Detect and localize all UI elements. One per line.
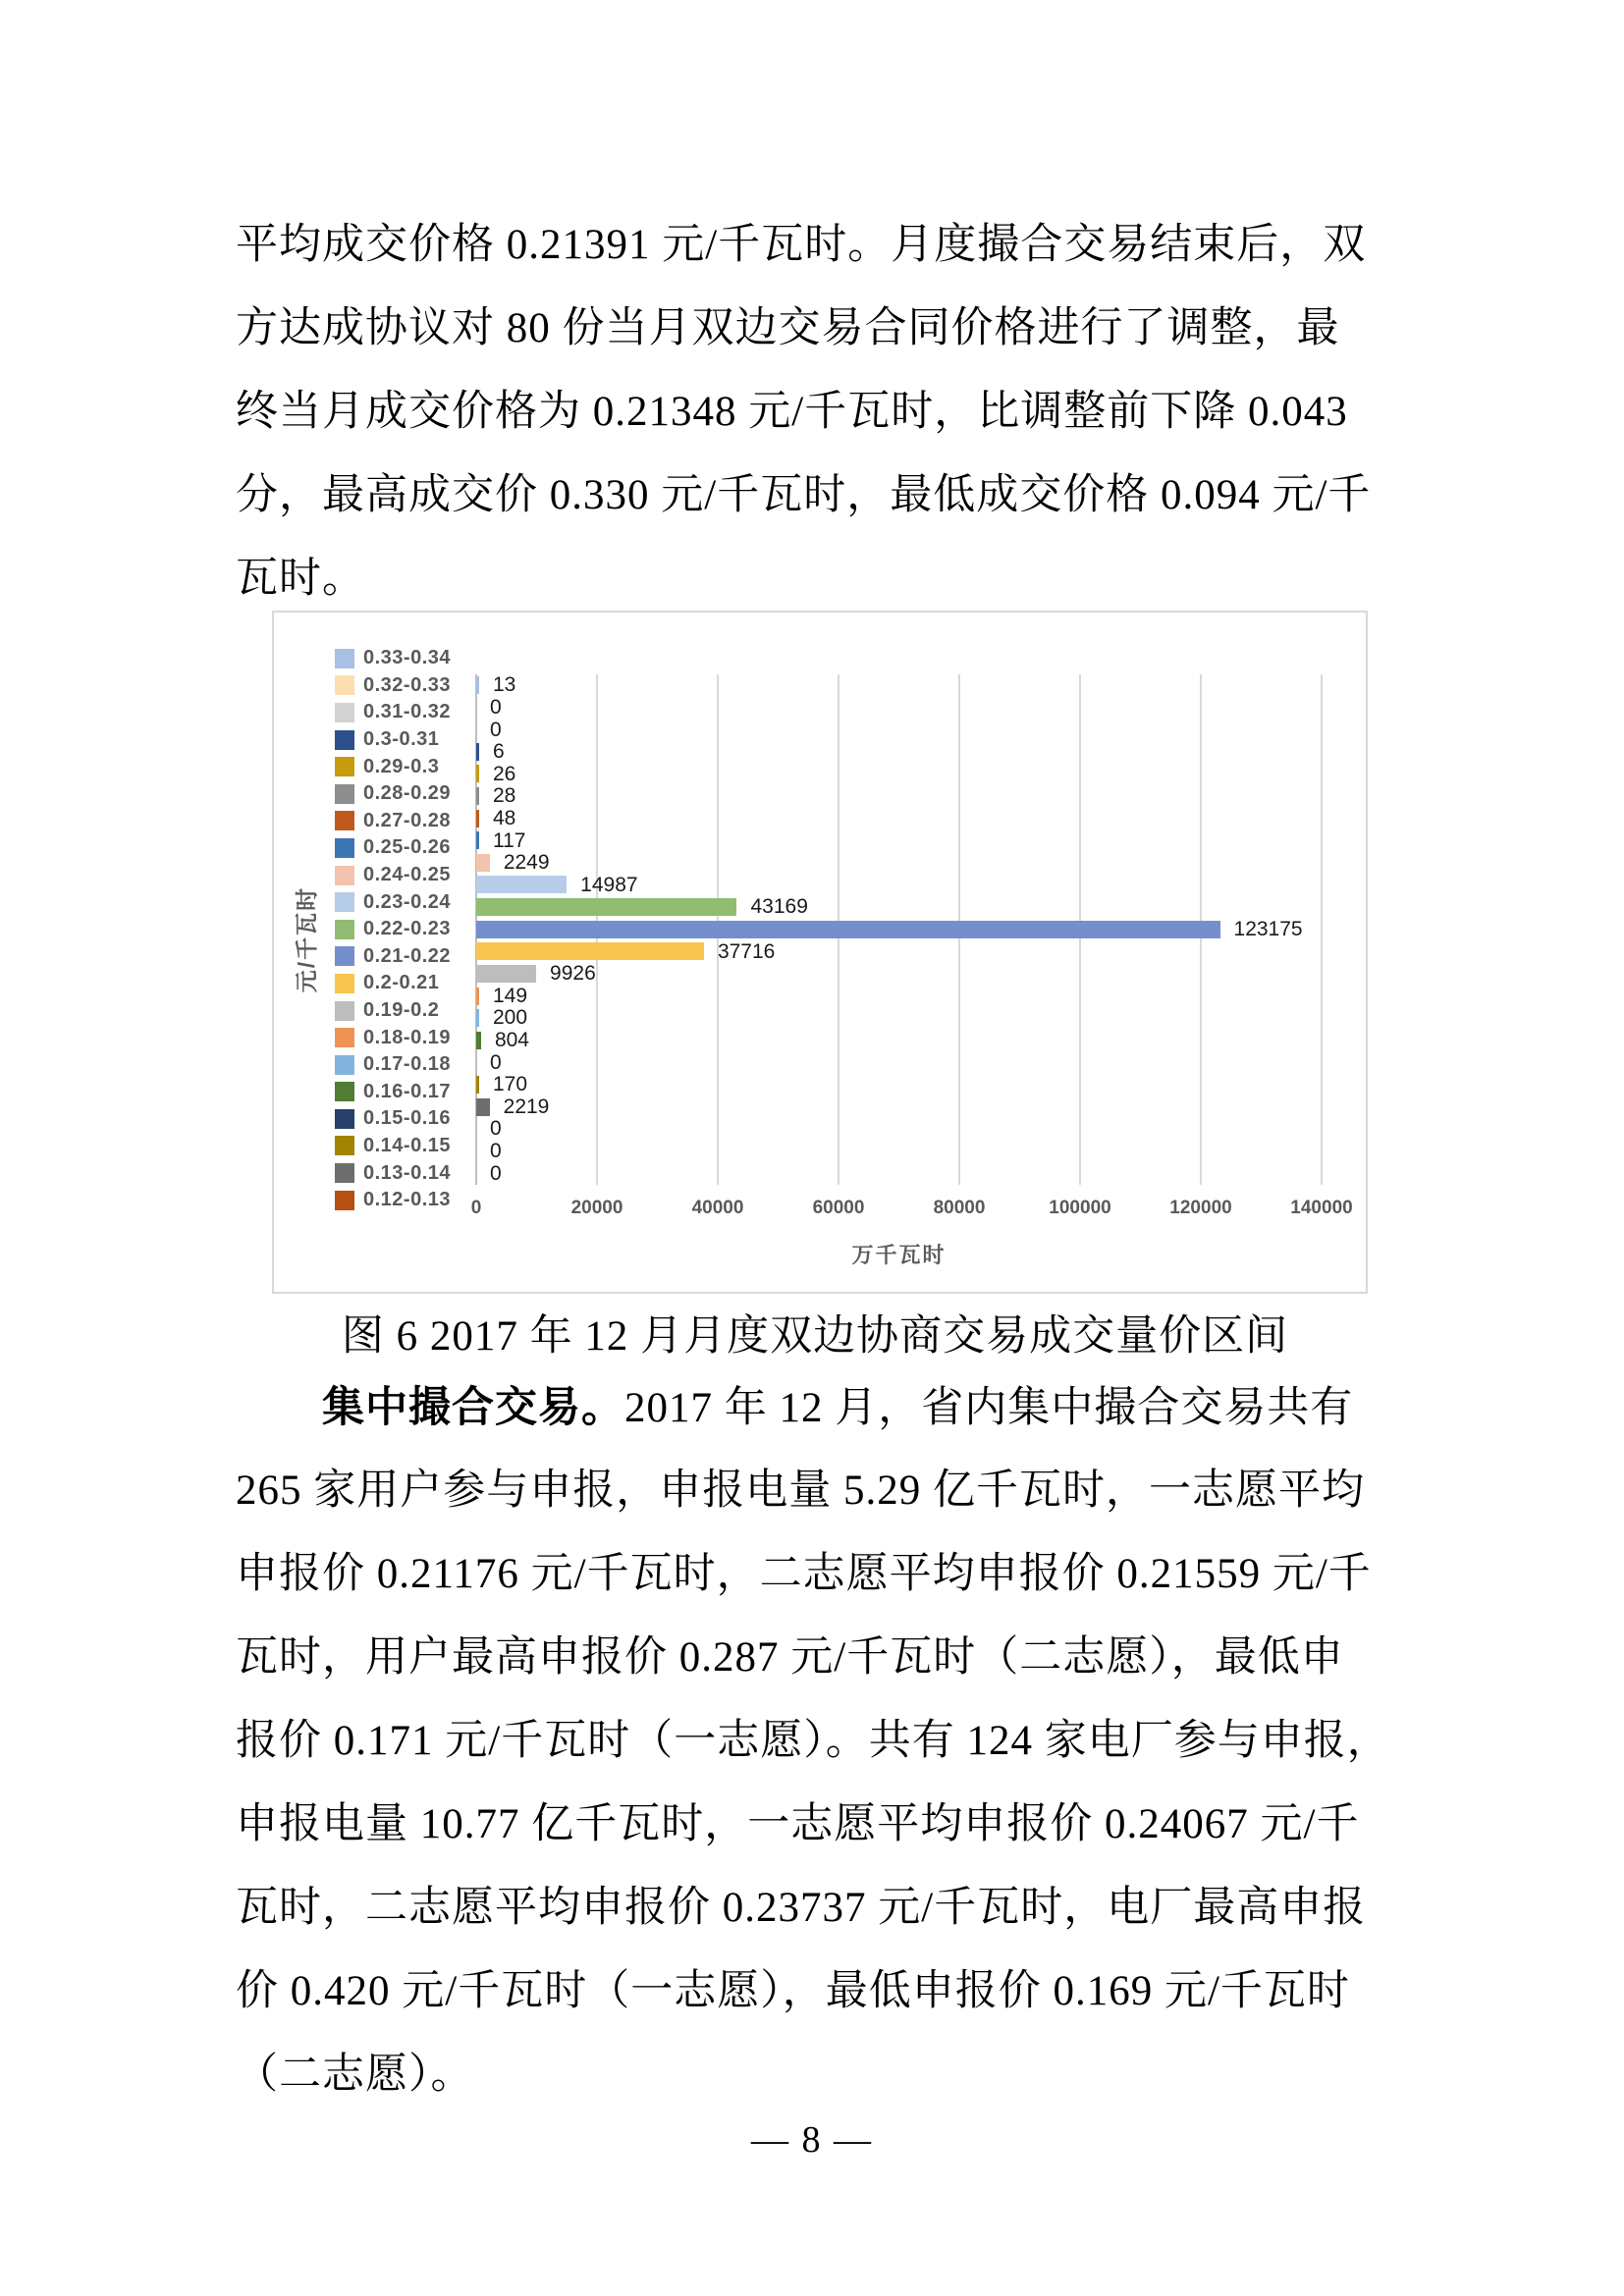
- page-number: — 8 —: [751, 2119, 873, 2161]
- x-tick-label: 20000: [570, 1198, 623, 1218]
- paragraph-line: 分，最高成交价 0.330 元/千瓦时，最低成交价格 0.094 元/千: [236, 472, 1372, 518]
- legend-swatch: [335, 1109, 354, 1129]
- legend-label: 0.32-0.33: [363, 673, 452, 696]
- bar-row: [476, 1162, 1322, 1185]
- legend-swatch: [335, 1191, 354, 1210]
- bar-value-label: 149: [493, 984, 528, 1007]
- bar-row: [476, 1118, 1322, 1141]
- bar: [476, 1009, 479, 1027]
- legend-item: [335, 943, 451, 971]
- plot-area: [476, 674, 1322, 1185]
- legend-item: [335, 997, 451, 1025]
- bar-value-label: 43169: [750, 895, 808, 919]
- paragraph-line: 平均成交价格 0.21391 元/千瓦时。月度撮合交易结束后，双: [236, 222, 1367, 268]
- bar-value-label: 0: [490, 695, 502, 719]
- chart-legend: [335, 645, 451, 1213]
- bar: [476, 1098, 490, 1116]
- bar-row: [476, 852, 1322, 875]
- x-tick-label: 40000: [691, 1198, 744, 1218]
- bar: [476, 787, 479, 805]
- bar: [476, 743, 479, 761]
- legend-label: 0.22-0.23: [363, 918, 452, 940]
- bar-row: [476, 1074, 1322, 1096]
- bar-value-label: 0: [490, 1140, 502, 1163]
- bar-value-label: 37716: [717, 939, 776, 963]
- paragraph-line: 方达成协议对 80 份当月双边交易合同价格进行了调整，最: [236, 305, 1340, 351]
- paragraph-line: 报价 0.171 元/千瓦时（一志愿）。共有 124 家电厂参与申报，: [236, 1718, 1390, 1764]
- bar-value-label: 200: [493, 1006, 528, 1030]
- paragraph-line: 价 0.420 元/千瓦时（一志愿），最低申报价 0.169 元/千瓦时: [236, 1968, 1350, 2014]
- legend-swatch: [335, 1028, 354, 1047]
- legend-item: [335, 1024, 451, 1051]
- bar-row: [476, 741, 1322, 764]
- bar-row: [476, 874, 1322, 896]
- bar-row: [476, 919, 1322, 941]
- x-tick-label: 80000: [933, 1198, 986, 1218]
- figure-caption: 图 6 2017 年 12 月月度双边协商交易成交量价区间: [341, 1313, 1289, 1360]
- bar: [476, 988, 479, 1005]
- legend-swatch: [335, 703, 354, 722]
- legend-item: [335, 1051, 451, 1079]
- bar-value-label: 2249: [503, 851, 550, 875]
- legend-swatch: [335, 838, 354, 858]
- bar-row: [476, 986, 1322, 1008]
- legend-swatch: [335, 1136, 354, 1155]
- legend-swatch: [335, 1163, 354, 1183]
- legend-item: [335, 726, 451, 754]
- legend-item: [335, 888, 451, 916]
- legend-label: 0.14-0.15: [363, 1134, 452, 1156]
- legend-label: 0.29-0.3: [363, 755, 440, 777]
- bar: [476, 942, 704, 960]
- bar-row: [476, 1096, 1322, 1119]
- legend-label: 0.2-0.21: [363, 972, 440, 994]
- bar-value-label: 14987: [580, 873, 638, 896]
- y-axis-title: 元/千瓦时: [294, 885, 319, 993]
- bar-value-label: 9926: [550, 962, 596, 986]
- legend-label: 0.12-0.13: [363, 1189, 452, 1211]
- x-tick-label: 120000: [1169, 1198, 1232, 1218]
- legend-item: [335, 1133, 451, 1160]
- legend-item: [335, 1187, 451, 1214]
- bar: [476, 876, 567, 893]
- bar-row: [476, 674, 1322, 697]
- bar: [476, 921, 1220, 938]
- paragraph-line-text: 2017 年 12 月，省内集中撮合交易共有: [624, 1385, 1354, 1431]
- bar: [476, 854, 490, 872]
- legend-swatch: [335, 675, 354, 695]
- paragraph-line: 申报电量 10.77 亿千瓦时，一志愿平均申报价 0.24067 元/千: [236, 1801, 1360, 1847]
- bar-value-label: 804: [494, 1029, 529, 1052]
- paragraph-line: 瓦时。: [236, 556, 365, 602]
- legend-label: 0.3-0.31: [363, 728, 440, 751]
- bar: [476, 965, 536, 983]
- legend-swatch: [335, 784, 354, 804]
- legend-label: 0.25-0.26: [363, 836, 452, 859]
- legend-item: [335, 780, 451, 808]
- bar-value-label: 2219: [503, 1095, 550, 1118]
- x-axis-title: 万千瓦时: [851, 1243, 947, 1267]
- bar-value-label: 0: [490, 1050, 502, 1074]
- legend-item: [335, 862, 451, 889]
- legend-label: 0.28-0.29: [363, 782, 452, 805]
- legend-item: [335, 753, 451, 780]
- bar: [476, 676, 479, 694]
- bar-row: [476, 896, 1322, 919]
- bar-value-label: 13: [493, 673, 516, 697]
- bar-row: [476, 808, 1322, 830]
- legend-item: [335, 672, 451, 700]
- paragraph-lead-bold: 集中撮合交易。: [322, 1384, 624, 1431]
- legend-label: 0.31-0.32: [363, 701, 452, 723]
- legend-item: [335, 916, 451, 943]
- bar-row: [476, 829, 1322, 852]
- legend-swatch: [335, 974, 354, 993]
- legend-item: [335, 970, 451, 997]
- bar-value-label: 26: [493, 762, 516, 785]
- legend-item: [335, 645, 451, 672]
- bar-value-label: 0: [490, 1117, 502, 1141]
- paragraph-line: [236, 1380, 1481, 1436]
- legend-label: 0.16-0.17: [363, 1080, 452, 1102]
- legend-label: 0.33-0.34: [363, 647, 452, 669]
- bar: [476, 1076, 479, 1094]
- paragraph-line: 265 家用户参与申报，申报电量 5.29 亿千瓦时，一志愿平均: [236, 1468, 1365, 1514]
- x-tick-label: 140000: [1290, 1198, 1353, 1218]
- paragraph-line: 终当月成交价格为 0.21348 元/千瓦时，比调整前下降 0.043: [236, 389, 1348, 435]
- bar-row: [476, 697, 1322, 720]
- bar-row: [476, 1030, 1322, 1052]
- legend-swatch: [335, 920, 354, 939]
- legend-swatch: [335, 649, 354, 668]
- legend-label: 0.17-0.18: [363, 1053, 452, 1076]
- legend-swatch: [335, 866, 354, 885]
- legend-item: [335, 808, 451, 835]
- legend-item: [335, 699, 451, 726]
- bar-value-label: 28: [493, 784, 516, 808]
- x-tick-label: 60000: [812, 1198, 865, 1218]
- legend-swatch: [335, 1082, 354, 1101]
- paragraph-line: （二志愿）。: [236, 2052, 474, 2098]
- paragraph-line: 瓦时，二志愿平均申报价 0.23737 元/千瓦时，电厂最高申报: [236, 1885, 1367, 1931]
- legend-label: 0.21-0.22: [363, 944, 452, 967]
- legend-swatch: [335, 1001, 354, 1021]
- bar-row: [476, 963, 1322, 986]
- bar: [476, 831, 479, 849]
- legend-item: [335, 834, 451, 862]
- legend-swatch: [335, 1055, 354, 1075]
- bar-value-label: 123175: [1233, 917, 1303, 940]
- bar-row: [476, 763, 1322, 785]
- bar: [476, 810, 479, 828]
- bar: [476, 898, 736, 916]
- bar-row: [476, 1051, 1322, 1074]
- bar-row: [476, 1007, 1322, 1030]
- legend-swatch: [335, 730, 354, 750]
- legend-label: 0.15-0.16: [363, 1107, 452, 1130]
- legend-item: [335, 1079, 451, 1106]
- bar-value-label: 0: [490, 718, 502, 741]
- x-tick-label: 100000: [1049, 1198, 1111, 1218]
- legend-label: 0.19-0.2: [363, 999, 440, 1022]
- paragraph-line: 瓦时，用户最高申报价 0.287 元/千瓦时（二志愿），最低申: [236, 1634, 1344, 1681]
- x-axis-ticks: [470, 1198, 1353, 1223]
- paragraph-line: 申报价 0.21176 元/千瓦时，二志愿平均申报价 0.21559 元/千: [236, 1551, 1372, 1597]
- legend-swatch: [335, 757, 354, 776]
- bar-row: [476, 785, 1322, 808]
- bar-value-label: 6: [493, 740, 505, 764]
- bar-row: [476, 719, 1322, 741]
- legend-label: 0.24-0.25: [363, 864, 452, 886]
- bar-value-label: 117: [493, 828, 526, 852]
- legend-label: 0.27-0.28: [363, 809, 452, 831]
- bar-row: [476, 940, 1322, 963]
- bar-value-label: 170: [493, 1073, 528, 1096]
- figure-bar-chart: [272, 611, 1368, 1294]
- bar-row: [476, 1141, 1322, 1163]
- legend-label: 0.23-0.24: [363, 890, 452, 913]
- legend-item: [335, 1105, 451, 1133]
- legend-swatch: [335, 811, 354, 830]
- legend-swatch: [335, 892, 354, 912]
- bar-value-label: 0: [490, 1161, 502, 1185]
- legend-swatch: [335, 946, 354, 966]
- bar-value-label: 48: [493, 806, 516, 829]
- bar: [476, 1032, 481, 1049]
- x-tick-label: 0: [470, 1198, 482, 1218]
- legend-label: 0.13-0.14: [363, 1161, 452, 1184]
- bar: [476, 765, 479, 782]
- legend-item: [335, 1159, 451, 1187]
- legend-label: 0.18-0.19: [363, 1026, 452, 1048]
